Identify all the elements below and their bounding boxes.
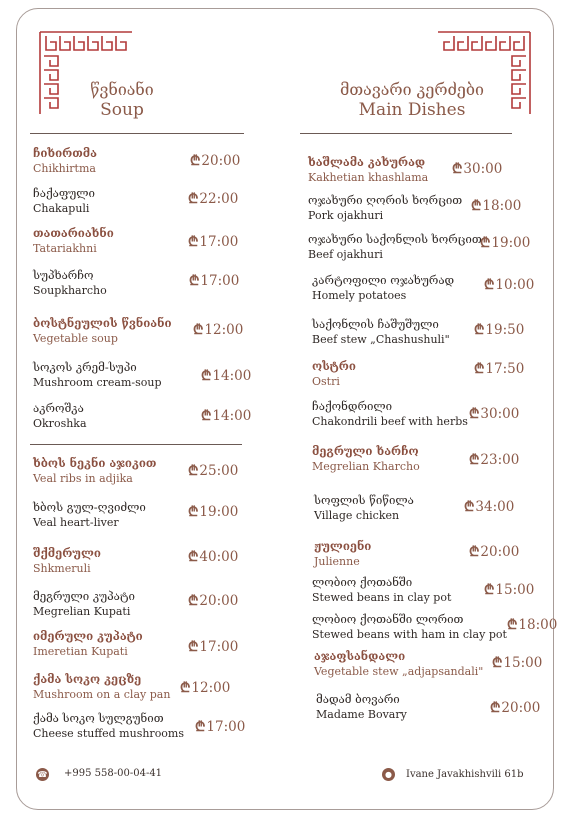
dish-name-en: Stewed beans with ham in clay pot xyxy=(312,628,507,641)
price-value: 30:00 xyxy=(463,161,503,177)
dish-price xyxy=(188,591,238,609)
main-dish-menu-item xyxy=(312,444,420,474)
main-dish-menu-item xyxy=(314,649,483,679)
price-value: 18:00 xyxy=(482,198,522,214)
price-value: 17:00 xyxy=(200,273,240,289)
dish-name-en: Vegetable stew „adjapsandali" xyxy=(314,665,484,678)
dish-name-ka: ჟულიენი xyxy=(314,539,372,553)
lari-currency-symbol: ₾ xyxy=(484,277,495,293)
price-value: 17:50 xyxy=(485,361,525,377)
soup-menu-item xyxy=(33,589,135,619)
lari-currency-symbol: ₾ xyxy=(471,198,482,214)
main-dish-menu-item xyxy=(312,273,454,303)
price-value: 22:00 xyxy=(199,191,239,207)
dish-name-en: Pork ojakhuri xyxy=(308,209,384,222)
lari-currency-symbol: ₾ xyxy=(474,361,485,377)
dish-price xyxy=(180,678,230,696)
dish-name-ka: ლობიო ქოთანში xyxy=(312,575,413,589)
lari-currency-symbol: ₾ xyxy=(480,235,491,251)
main-dishes-heading xyxy=(322,80,502,120)
dish-name-ka: აჯაფსანდალი xyxy=(314,649,406,663)
lari-currency-symbol: ₾ xyxy=(469,544,480,560)
dish-price xyxy=(507,615,557,633)
dish-price xyxy=(492,653,542,671)
dish-name-en: Mushroom on a clay pan xyxy=(33,688,171,701)
lari-currency-symbol: ₾ xyxy=(188,463,199,479)
price-value: 19:00 xyxy=(491,235,531,251)
dish-name-ka: ბოსტნეულის წვნიანი xyxy=(33,316,172,330)
soup-menu-item xyxy=(33,629,143,659)
price-value: 20:00 xyxy=(480,544,520,560)
dish-price xyxy=(480,233,530,251)
main-dish-menu-item xyxy=(312,399,468,429)
soup-menu-item xyxy=(33,500,146,530)
dish-name-en: Ostri xyxy=(312,375,340,388)
lari-currency-symbol: ₾ xyxy=(189,273,200,289)
lari-currency-symbol: ₾ xyxy=(188,234,199,250)
price-value: 14:00 xyxy=(212,408,252,424)
dish-name-en: Chakondrili beef with herbs xyxy=(312,415,468,428)
dish-price xyxy=(193,320,243,338)
dish-price xyxy=(189,271,239,289)
dish-price xyxy=(201,406,251,424)
dish-name-ka: მადამ ბოვარი xyxy=(316,692,400,706)
price-value: 10:00 xyxy=(495,277,535,293)
dish-name-en: Veal heart-liver xyxy=(33,516,119,529)
dish-name-ka: ხაშლამა კახურად xyxy=(308,155,426,169)
dish-price xyxy=(469,404,519,422)
dish-name-ka: სოფლის წიწილა xyxy=(314,493,414,507)
dish-price xyxy=(452,159,502,177)
dish-name-ka: საქონლის ჩაშუშული xyxy=(312,317,439,331)
dish-price xyxy=(469,542,519,560)
dish-name-ka: ქამა სოკო სულგუნით xyxy=(33,711,164,725)
dish-name-ka: ჩიხირთმა xyxy=(33,146,97,160)
left-middle-divider xyxy=(30,444,242,445)
dish-price xyxy=(188,461,238,479)
dish-name-en: Julienne xyxy=(314,555,360,568)
lari-currency-symbol: ₾ xyxy=(195,719,206,735)
dish-price xyxy=(188,547,238,565)
lari-currency-symbol: ₾ xyxy=(452,161,463,177)
lari-currency-symbol: ₾ xyxy=(484,582,495,598)
soup-menu-item xyxy=(33,672,170,702)
footer-address: Ivane Javakhishvili 61b xyxy=(406,769,524,780)
price-value: 17:00 xyxy=(199,639,239,655)
dish-name-ka: ხბოს გულ-ღვიძლი xyxy=(33,500,146,514)
price-value: 15:00 xyxy=(495,582,535,598)
lari-currency-symbol: ₾ xyxy=(180,680,191,696)
main-dish-menu-item xyxy=(312,317,450,347)
lari-currency-symbol: ₾ xyxy=(490,700,501,716)
dish-price xyxy=(188,637,238,655)
dish-name-en: Vegetable soup xyxy=(33,332,118,345)
main-dish-menu-item xyxy=(312,575,451,605)
dish-name-ka: ლობიო ქოთანში ლორით xyxy=(312,612,464,626)
dish-name-ka: ხბოს ნეკნი აჯიკით xyxy=(33,456,157,470)
soup-heading xyxy=(62,80,182,120)
dish-price xyxy=(471,196,521,214)
lari-currency-symbol: ₾ xyxy=(492,655,503,671)
main-dish-menu-item xyxy=(312,359,356,389)
dish-name-en: Chikhirtma xyxy=(33,162,96,175)
price-value: 19:00 xyxy=(199,504,239,520)
dish-name-ka: კარტოფილი ოჯახურად xyxy=(312,273,455,287)
dish-price xyxy=(469,450,519,468)
price-value: 25:00 xyxy=(199,463,239,479)
dish-price xyxy=(490,698,540,716)
left-top-divider xyxy=(30,133,244,134)
dish-price xyxy=(188,232,238,250)
dish-name-en: Beef ojakhuri xyxy=(308,248,383,261)
dish-name-ka: იმერული კუპატი xyxy=(33,629,143,643)
phone-icon: ☎ xyxy=(37,770,48,779)
lari-currency-symbol: ₾ xyxy=(190,153,201,169)
dish-name-ka: მეგრული ხარჩო xyxy=(312,444,419,458)
lari-currency-symbol: ₾ xyxy=(188,639,199,655)
lari-currency-symbol: ₾ xyxy=(188,549,199,565)
dish-name-ka: აკროშკა xyxy=(33,401,84,415)
dish-name-en: Stewed beans in clay pot xyxy=(312,591,452,604)
price-value: 30:00 xyxy=(480,406,520,422)
soup-menu-item xyxy=(33,360,162,390)
price-value: 20:00 xyxy=(201,153,241,169)
dish-name-en: Village chicken xyxy=(314,509,400,522)
footer-phone[interactable]: +995 558-00-04-41 xyxy=(64,768,163,779)
price-value: 17:00 xyxy=(206,719,246,735)
lari-currency-symbol: ₾ xyxy=(188,504,199,520)
lari-currency-symbol: ₾ xyxy=(474,322,485,338)
soup-menu-item xyxy=(33,456,156,486)
price-value: 20:00 xyxy=(501,700,541,716)
lari-currency-symbol: ₾ xyxy=(188,593,199,609)
price-value: 34:00 xyxy=(475,499,515,515)
main-dish-menu-item xyxy=(308,155,428,185)
dish-name-ka: სუპხარჩო xyxy=(33,268,94,282)
price-value: 23:00 xyxy=(480,452,520,468)
soup-heading-ka: წვნიანი xyxy=(90,80,154,99)
dish-name-ka: ჩაქონდრილი xyxy=(312,399,393,413)
location-pin-icon: ● xyxy=(382,768,395,781)
price-value: 17:00 xyxy=(199,234,239,250)
soup-menu-item xyxy=(33,226,114,256)
dish-name-en: Megrelian Kharcho xyxy=(312,460,420,473)
lari-currency-symbol: ₾ xyxy=(188,191,199,207)
price-value: 12:00 xyxy=(191,680,231,696)
dish-price xyxy=(484,275,534,293)
dish-name-en: Kakhetian khashlama xyxy=(308,171,429,184)
main-dish-menu-item xyxy=(314,493,414,523)
dish-name-en: Imeretian Kupati xyxy=(33,645,128,658)
lari-currency-symbol: ₾ xyxy=(507,617,518,633)
dish-name-en: Beef stew „Chashushuli" xyxy=(312,333,450,346)
dish-name-ka: შქმერული xyxy=(33,546,101,560)
dish-name-en: Okroshka xyxy=(33,417,87,430)
dish-name-en: Cheese stuffed mushrooms xyxy=(33,727,185,740)
dish-name-ka: სოკოს კრემ-სუპი xyxy=(33,360,137,374)
soup-menu-item xyxy=(33,401,87,431)
dish-price xyxy=(484,580,534,598)
soup-heading-en: Soup xyxy=(100,100,144,120)
dish-name-en: Homely potatoes xyxy=(312,289,407,302)
dish-name-ka: მეგრული კუპატი xyxy=(33,589,135,603)
dish-price xyxy=(190,151,240,169)
dish-price xyxy=(201,366,251,384)
price-value: 14:00 xyxy=(212,368,252,384)
main-dish-menu-item xyxy=(312,612,507,642)
main-dish-menu-item xyxy=(314,539,371,569)
dish-price xyxy=(474,359,524,377)
price-value: 40:00 xyxy=(199,549,239,565)
main-heading-en: Main Dishes xyxy=(358,100,466,120)
right-top-divider xyxy=(300,133,512,134)
dish-name-en: Mushroom cream-soup xyxy=(33,376,162,389)
dish-name-en: Megrelian Kupati xyxy=(33,605,131,618)
dish-name-en: Veal ribs in adjika xyxy=(33,472,133,485)
price-value: 12:00 xyxy=(204,322,244,338)
dish-name-en: Soupkharcho xyxy=(33,284,107,297)
dish-price xyxy=(464,497,514,515)
lari-currency-symbol: ₾ xyxy=(469,452,480,468)
dish-name-en: Tatariakhni xyxy=(33,242,97,255)
dish-name-ka: ჩაქაფული xyxy=(33,186,95,200)
soup-menu-item xyxy=(33,546,101,576)
dish-name-en: Shkmeruli xyxy=(33,562,91,575)
soup-menu-item xyxy=(33,146,97,176)
soup-menu-item xyxy=(33,186,95,216)
dish-name-en: Chakapuli xyxy=(33,202,90,215)
main-dish-menu-item xyxy=(308,193,462,223)
dish-name-ka: ოჯახური ღორის ხორცით xyxy=(308,193,463,207)
dish-name-ka: ოსტრი xyxy=(312,359,356,373)
main-dish-menu-item xyxy=(308,232,482,262)
dish-price xyxy=(195,717,245,735)
dish-price xyxy=(474,320,524,338)
lari-currency-symbol: ₾ xyxy=(201,408,212,424)
dish-name-en: Madame Bovary xyxy=(316,708,407,721)
main-dish-menu-item xyxy=(316,692,407,722)
dish-price xyxy=(188,189,238,207)
lari-currency-symbol: ₾ xyxy=(464,499,475,515)
soup-menu-item xyxy=(33,711,184,741)
price-value: 18:00 xyxy=(518,617,558,633)
price-value: 20:00 xyxy=(199,593,239,609)
soup-menu-item xyxy=(33,316,172,346)
dish-name-ka: ოჯახური საქონლის ხორცით xyxy=(308,232,482,246)
dish-price xyxy=(188,502,238,520)
main-heading-ka: მთავარი კერძები xyxy=(340,80,484,99)
dish-name-ka: თათარიახნი xyxy=(33,226,114,240)
dish-name-ka: ქამა სოკო კეცზე xyxy=(33,672,142,686)
lari-currency-symbol: ₾ xyxy=(193,322,204,338)
price-value: 15:00 xyxy=(503,655,543,671)
lari-currency-symbol: ₾ xyxy=(469,406,480,422)
lari-currency-symbol: ₾ xyxy=(201,368,212,384)
soup-menu-item xyxy=(33,268,107,298)
price-value: 19:50 xyxy=(485,322,525,338)
